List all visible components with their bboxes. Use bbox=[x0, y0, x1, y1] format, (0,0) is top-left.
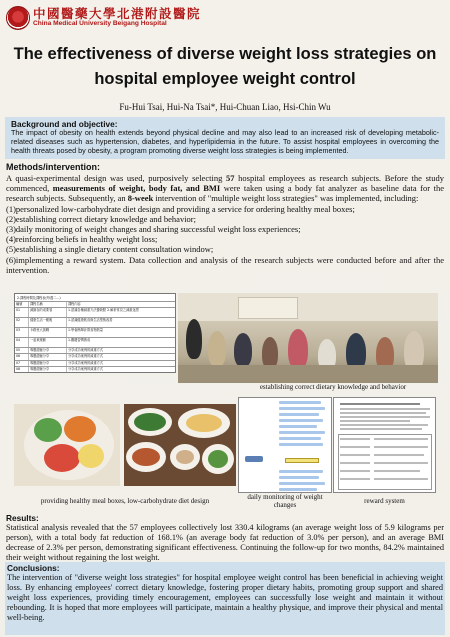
reward-system-document bbox=[333, 397, 436, 493]
hospital-seal-icon bbox=[6, 6, 30, 30]
conclusions-text: The intervention of "diverse weight loss strategies" for hospital employee weight control has been beneficial in achieving weight loss. By enhancing employees' correct dietary knowledge, fostering proper dietary habits, promoting group support and shared weight loss experiences, providing timely encouragement, employees can successfully lose weight and maintain it without rebounding. It is hoped that more employees will participate, maintain a healthy physique, and improve their physical and mental well-being. bbox=[7, 573, 443, 622]
conclusions-heading: Conclusions: bbox=[7, 563, 60, 573]
methods-item: (5)establishing a single dietary content consultation window; bbox=[6, 244, 214, 255]
table-header-cell: 編號 bbox=[15, 302, 29, 307]
authors: Fu-Hui Tsai, Hui-Na Tsai*, Hui-Chuan Liao, Hsi-Chin Wu bbox=[119, 102, 331, 112]
methods-item: (2)establishing correct dietary knowledge and behavior; bbox=[6, 213, 197, 224]
logo-chinese-name: 中國醫藥大學北港附設醫院 bbox=[33, 5, 202, 21]
table-row: 01 減肺存的成要領 1.認識各種減重方法優缺點 2.解析常見之減重迷思 bbox=[15, 307, 175, 317]
caption-classroom: establishing correct dietary knowledge and behavior bbox=[259, 383, 407, 391]
methods-item: (1)personalized low-carbohydrate diet design and providing a service for ordering healthy meal boxes; bbox=[6, 203, 355, 214]
table-row: 08 專題經驗分享 分享成功案例的減重方式 bbox=[15, 366, 175, 373]
title-line-1: The effectiveness of diverse weight loss strategies on bbox=[13, 45, 437, 63]
table-title: 2.課程時間及課程表(每週二...) bbox=[17, 296, 61, 300]
title-line-2: hospital employee weight control bbox=[94, 70, 356, 88]
caption-monitoring: daily monitoring of weight changes bbox=[247, 493, 323, 509]
table-header-row bbox=[15, 301, 175, 307]
table-header-cell: 課程內容 bbox=[68, 302, 81, 306]
table-row: 07 專題經驗分享 分享成功案例的減重方式 bbox=[15, 360, 175, 367]
conclusions-section bbox=[5, 562, 445, 635]
results-heading: Results: bbox=[6, 513, 39, 523]
methods-list bbox=[6, 204, 444, 275]
weight-monitoring-mindmap bbox=[238, 397, 332, 493]
methods-section bbox=[6, 162, 444, 275]
table-row: 06 專題經驗分享 分享成功案例的減重方式 bbox=[15, 353, 175, 360]
course-schedule-table bbox=[14, 293, 176, 373]
table-row: 03 卡路里大挑戰 1.學會簡單計算食物熱量 bbox=[15, 327, 175, 337]
classroom-photo bbox=[178, 293, 438, 383]
background-heading: Background and objective: bbox=[11, 119, 118, 129]
caption-meals: providing healthy meal boxes, low-carbohydrate diet design bbox=[40, 497, 210, 505]
results-section bbox=[6, 513, 444, 563]
background-section bbox=[5, 117, 445, 159]
methods-item: (6)implementing a reward system. Data collection and analysis of the research subjects were conducted before and after the intervention. bbox=[6, 254, 444, 275]
results-text: Statistical analysis revealed that the 57 employees collectively lost 330.4 kilograms (an average weight loss of 5.9 kilograms per person), with a total body fat reduction of 168.1% (an average body fat reduction of 3.0% per person), and an average BMI decrease of 2.3% per person, demonstrating significant effectiveness. Continuing the follow-up for two months, 84.2% maintained their weight without regaining the lost weight. bbox=[6, 523, 444, 562]
caption-reward: reward system bbox=[364, 497, 405, 505]
poster-title bbox=[8, 42, 442, 92]
methods-heading: Methods/intervention: bbox=[6, 162, 100, 172]
table-row: 04 一起來運動 1.關鍵習慣養成 bbox=[15, 337, 175, 347]
hospital-logo bbox=[6, 6, 201, 30]
table-row: 02 健康生活一應報 1.認識健康飲食與生活型態改善 bbox=[15, 317, 175, 327]
table-header-cell: 課程名稱 bbox=[29, 302, 67, 307]
low-carb-dishes-photo bbox=[124, 404, 236, 486]
methods-item: (3)daily monitoring of weight changes and sharing successful weight loss experiences; bbox=[6, 224, 301, 235]
logo-english-name: China Medical University Beigang Hospital bbox=[33, 20, 167, 28]
meal-box-photo bbox=[14, 404, 120, 486]
methods-paragraph: A quasi-experimental design was used, purposively selecting 57 hospital employees as research subjects. Before the study commenced, measurements of weight, body fat, and BMI were taken using a body fat analyzer as baseline data for the research subjects. Subsequently, an 8-week intervention of "multiple weight loss strategies" was implemented, including: bbox=[6, 173, 444, 204]
methods-item: (4)reinforcing beliefs in healthy weight loss; bbox=[6, 234, 158, 245]
table-row: 05 專題經驗分享 分享成功案例的減重方式 bbox=[15, 347, 175, 354]
background-text: The impact of obesity on health extends beyond physical decline and may also lead to an increased risk of developing metabolic-related diseases such as hypertension, diabetes, and hyperlipidemia in the future. To assist hospital employees in overcoming the health threats posed by obesity, a program promoting diverse weight loss strategies is being implemented. bbox=[11, 128, 439, 155]
